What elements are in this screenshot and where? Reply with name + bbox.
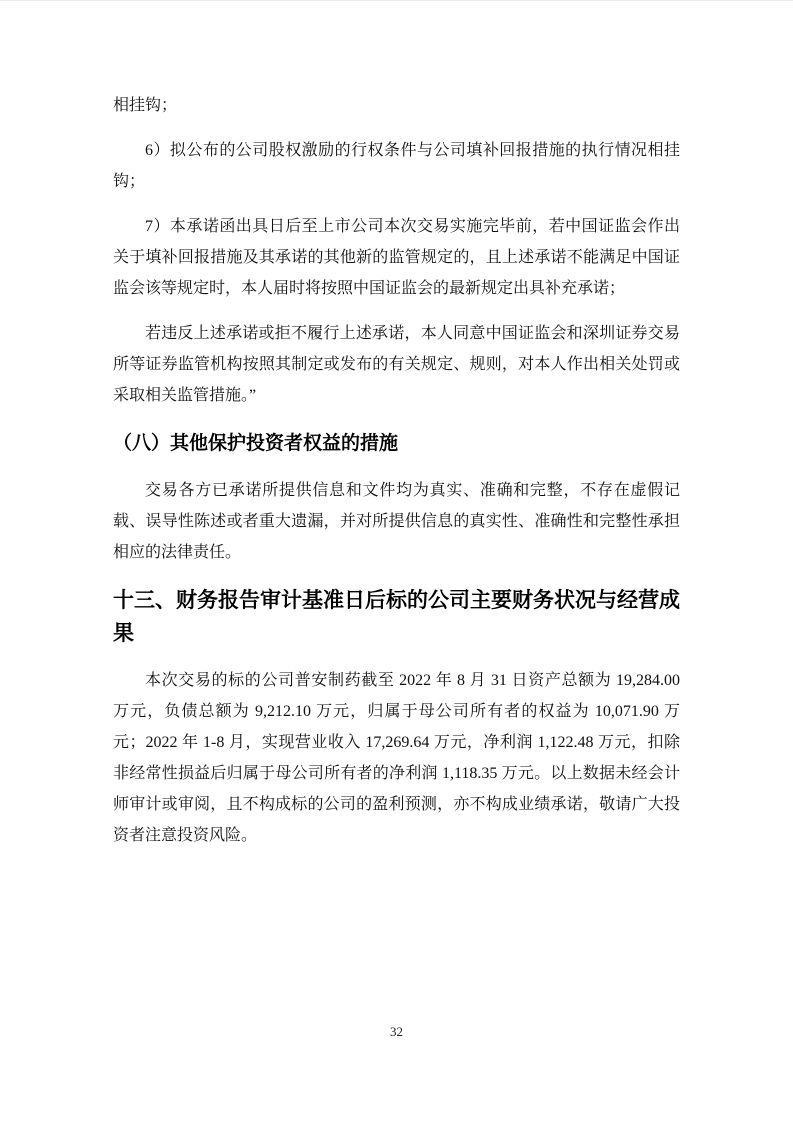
page-number: 32 (390, 1024, 403, 1039)
paragraph-target-financials: 本次交易的标的公司普安制药截至 2022 年 8 月 31 日资产总额为 19,284.00 万元，负债总额为 9,212.10 万元，归属于母公司所有者的权益为 10,071.90 万元；2022 年 1-8 月，实现营业收入 17,269.64 万元，净利润 1,122.48 万元，扣除非经常性损益后归属于母公司所有者的净利润 1,118.35 万元。以上数据未经会计师审计或审阅，且不构成标的公司的盈利预测，亦不构成业绩承诺，敬请广大投资者注意投资风险。 (113, 672, 680, 844)
page-content (113, 90, 680, 865)
page-footer (0, 1023, 793, 1041)
numbered-item-7: 7）本承诺函出具日后至上市公司本次交易实施完毕前，若中国证监会作出关于填补回报措施及其承诺的其他新的监管规定的，且上述承诺不能满足中国证监会该等规定时，本人届时将按照中国证监会的最新规定出具补充承诺； (113, 218, 680, 297)
paragraph-investor-protection: 交易各方已承诺所提供信息和文件均为真实、准确和完整，不存在虚假记载、误导性陈述或者重大遗漏，并对所提供信息的真实性、准确性和完整性承担相应的法律责任。 (113, 482, 680, 561)
chapter-heading-xiii: 十三、财务报告审计基准日后标的公司主要财务状况与经营成果 (113, 589, 680, 645)
section-heading-viii: （八）其他保护投资者权益的措施 (113, 433, 399, 454)
numbered-item-6: 6）拟公布的公司股权激励的行权条件与公司填补回报措施的执行情况相挂钩； (113, 142, 680, 190)
paragraph-regulator-measures: 若违反上述承诺或拒不履行上述承诺，本人同意中国证监会和深圳证券交易所等证券监管机构按照其制定或发布的有关规定、规则，对本人作出相关处罚或采取相关监管措施。” (113, 325, 680, 404)
paragraph-continuation: 相挂钩； (113, 97, 178, 114)
